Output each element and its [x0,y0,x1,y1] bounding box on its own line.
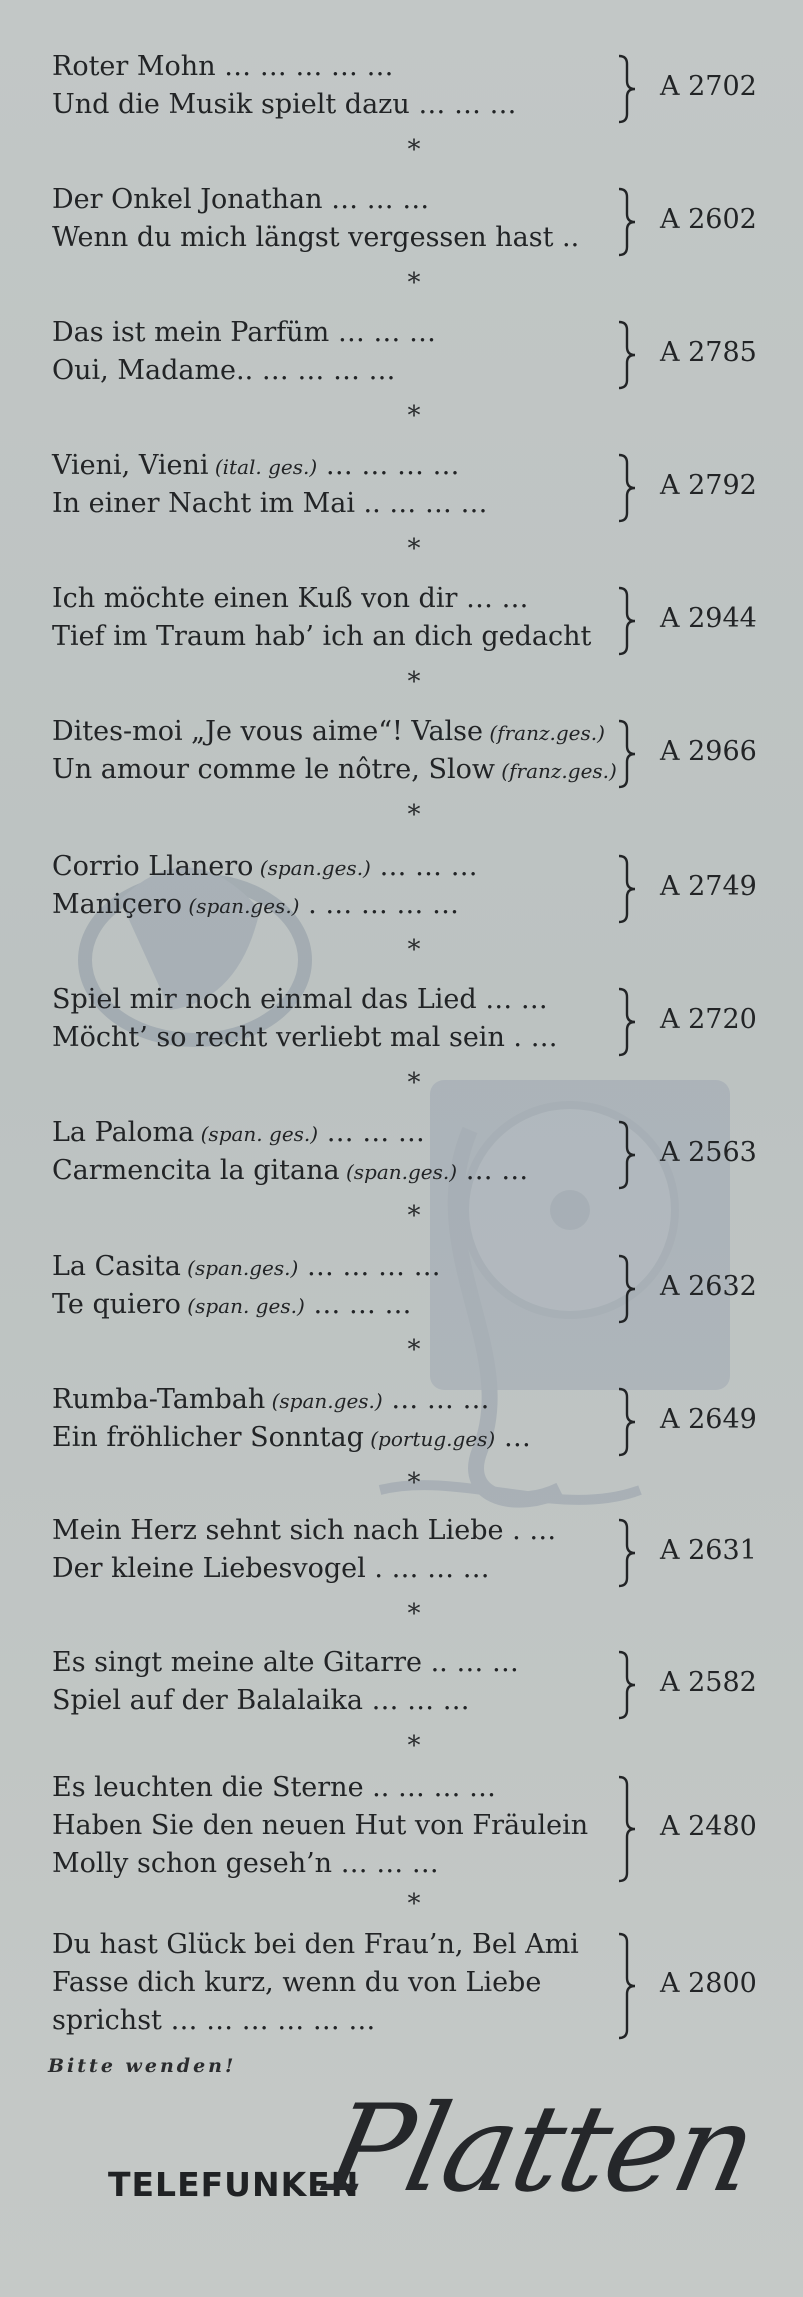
leader-dots: … … … [304,1289,412,1320]
song-title [52,1423,531,1454]
song-title-text: Es singt meine alte Gitarre .. … … [52,1647,519,1678]
language-note: (span.ges.) [182,894,300,918]
song-title [52,185,429,215]
leader-dots: … … … [370,851,478,882]
song-title-text: Mein Herz sehnt sich nach Liebe . … [52,1515,557,1546]
song-title [52,852,478,883]
song-title [52,1773,496,1803]
song-title-text: Corrio Llanero [52,851,254,882]
song-title [52,717,605,748]
song-title-text: Oui, Madame.. … … … … [52,355,396,386]
song-title [52,318,436,348]
song-title-text: Spiel auf der Balalaika … … … [52,1685,470,1716]
song-title [52,1811,588,1841]
brace-icon [615,586,637,656]
song-title [52,1968,541,1998]
catalog-number: A 2792 [660,470,757,501]
song-title [52,90,517,120]
catalog-number: A 2649 [660,1404,757,1435]
brace-icon [615,187,637,257]
catalog-number: A 2944 [660,603,757,634]
song-title-text: In einer Nacht im Mai .. … … … [52,488,488,519]
catalog-number: A 2749 [660,871,757,902]
language-note: (span. ges.) [180,1294,305,1318]
song-title [52,451,460,482]
leader-dots: … … … … [298,1251,441,1282]
song-title [52,1516,556,1546]
song-title [52,1554,490,1584]
song-title-text: Haben Sie den neuen Hut von Fräulein [52,1810,589,1841]
separator-star: * [407,1068,421,1098]
catalog-number: A 2632 [660,1271,757,1302]
leader-dots: … … … [382,1384,490,1415]
song-title-text: Der kleine Liebesvogel . … … … [52,1553,490,1584]
brand-name: TELEFUNKEN [108,2165,360,2204]
leader-dots: … … … … [317,450,460,481]
language-note: (span. ges.) [194,1122,319,1146]
song-title-text: Tief im Traum hab’ ich an dich gedacht [52,621,592,652]
song-title [52,1648,519,1678]
song-title-text: Vieni, Vieni [52,450,209,481]
separator-star: * [407,800,421,830]
language-note: (span.ges.) [253,856,371,880]
song-title [52,1930,579,1960]
brace-icon [615,320,637,390]
catalog-number: A 2720 [660,1004,757,1035]
song-title-text: Maniçero [52,889,183,920]
catalog-number: A 2602 [660,204,757,235]
separator-star: * [407,1889,421,1919]
language-note: (span.ges.) [265,1389,383,1413]
catalog-number: A 2702 [660,71,757,102]
separator-star: * [407,135,421,165]
song-title-text: Rumba-Tambah [52,1384,266,1415]
song-title-text: Es leuchten die Sterne .. … … … [52,1772,497,1803]
song-title-text: Dites-moi „Je vous aime“! Valse [52,716,484,747]
song-title [52,755,617,786]
song-title-text: Molly schon geseh’n … … … [52,1848,439,1879]
song-title-text: Das ist mein Parfüm … … … [52,317,436,348]
brace-icon [615,719,637,789]
song-title [52,584,529,614]
song-title-text: Der Onkel Jonathan … … … [52,184,430,215]
language-note: (ital. ges.) [208,455,318,479]
song-title [52,356,396,386]
brace-icon [615,1518,637,1588]
brand-script: Platten [315,2080,767,2219]
brace-icon [615,1254,637,1324]
brace-icon [615,1387,637,1457]
language-note: (span.ges.) [339,1160,458,1184]
separator-star: * [407,534,421,564]
separator-star: * [407,1468,421,1498]
song-title-text: Möcht’ so recht verliebt mal sein . … [52,1022,558,1053]
brace-icon [615,854,637,924]
song-title-text: sprichst … … … … … … [52,2005,376,2036]
song-title-text: Ich möchte einen Kuß von dir … … [52,583,529,614]
song-title [52,1290,412,1321]
separator-star: * [407,935,421,965]
song-title [52,2006,375,2036]
song-title [52,1252,441,1283]
separator-star: * [407,1599,421,1629]
brace-icon [615,1120,637,1190]
song-title [52,1849,439,1879]
brace-icon [615,453,637,523]
language-note: (span.ges.) [180,1256,299,1280]
song-title-text: Fasse dich kurz, wenn du von Liebe [52,1967,542,1998]
catalog-number: A 2966 [660,736,757,767]
song-title [52,223,579,253]
song-title-text: Te quiero [52,1289,181,1320]
song-title [52,52,394,82]
separator-star: * [407,667,421,697]
leader-dots: … … [457,1155,529,1186]
separator-star: * [407,1731,421,1761]
song-title [52,985,548,1015]
song-title [52,1023,558,1053]
song-title-text: Und die Musik spielt dazu … … … [52,89,517,120]
leader-dots: … … … [318,1117,425,1148]
brace-icon [615,1650,637,1720]
language-note: (franz.ges.) [483,721,605,745]
catalog-number: A 2785 [660,337,757,368]
song-title [52,1686,470,1716]
separator-star: * [407,268,421,298]
leader-dots: . … … … … [299,889,459,920]
language-note: (franz.ges.) [494,759,617,783]
song-title [52,1118,425,1149]
song-title-text: Du hast Glück bei den Frau’n, Bel Ami [52,1929,579,1960]
song-title-text: Wenn du mich längst vergessen hast .. [52,222,580,253]
catalog-number: A 2582 [660,1667,757,1698]
catalog-number: A 2480 [660,1811,757,1842]
brace-icon [615,54,637,124]
song-title-text: La Casita [52,1251,181,1282]
brace-icon [615,1932,637,2040]
song-title-text: Un amour comme le nôtre, Slow [52,754,495,785]
language-note: (portug.ges) [363,1427,496,1451]
song-title-text: Roter Mohn … … … … … [52,51,394,82]
separator-star: * [407,1335,421,1365]
separator-star: * [407,1201,421,1231]
song-title-text: Carmencita la gitana [52,1155,340,1186]
song-title-text: La Paloma [52,1117,195,1148]
catalog-number: A 2563 [660,1137,757,1168]
leader-dots: … [495,1422,531,1453]
catalog-number: A 2800 [660,1968,757,1999]
turn-over-note: Bitte wenden! [48,2055,237,2077]
song-title [52,1156,528,1187]
brace-icon [615,987,637,1057]
song-title-text: Spiel mir noch einmal das Lied … … [52,984,548,1015]
song-title [52,489,487,519]
song-title [52,1385,489,1416]
catalog-number: A 2631 [660,1535,757,1566]
song-title-text: Ein fröhlicher Sonntag [52,1422,364,1453]
separator-star: * [407,401,421,431]
brace-icon [615,1775,637,1883]
song-title [52,622,591,652]
song-title [52,890,459,921]
